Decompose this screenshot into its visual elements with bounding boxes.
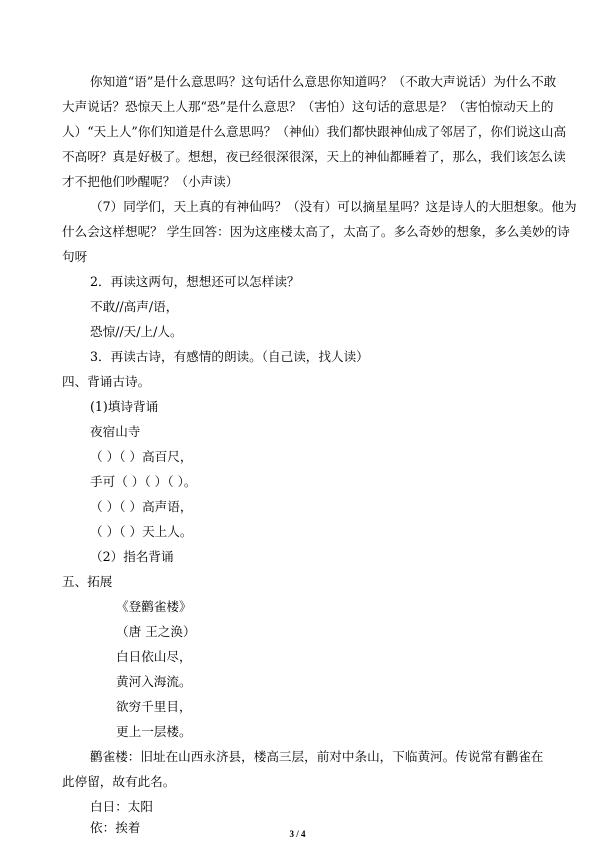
fill-blank-line-3: （ ）（ ）高声语， bbox=[90, 499, 193, 514]
step-3: 3．再读古诗，有感情的朗读。（自己读，找人读） bbox=[90, 349, 369, 364]
paragraph-1-line-2: 大声说话？恐惊天上人那“恐”是什么意思？（害怕）这句话的意思是？（害怕惊动天上的 bbox=[62, 99, 554, 114]
note-line-1: 鹳雀楼：旧址在山西永济县，楼高三层，前对中条山，下临黄河。传说常有鹳雀在 bbox=[90, 749, 544, 764]
section-5-heading: 五、拓展 bbox=[62, 574, 113, 589]
extension-poem-title: 《登鹳雀楼》 bbox=[116, 599, 192, 614]
page-number: 3 / 4 bbox=[289, 829, 306, 839]
sub-heading-2: （2）指名背诵 bbox=[90, 549, 174, 564]
paragraph-2-line-2: 什么会这样想呢？ 学生回答：因为这座楼太高了，太高了。多么奇妙的想象，多么美妙的诗 bbox=[62, 224, 570, 239]
extension-poem-line-3: 欲穷千里目， bbox=[116, 699, 192, 714]
section-4-heading: 四、背诵古诗。 bbox=[62, 374, 151, 389]
reading-line-2: 恐惊//天/上/人。 bbox=[90, 324, 183, 339]
fill-blank-line-2: 手可（ ）（ ）（ ）。 bbox=[90, 474, 197, 489]
step-2: 2．再读这两句，想想还可以怎样读？ bbox=[90, 274, 300, 289]
extension-poem-line-2: 黄河入海流。 bbox=[116, 674, 192, 689]
poem-title: 夜宿山寺 bbox=[90, 424, 141, 439]
fill-blank-line-4: （ ）（ ）天上人。 bbox=[90, 524, 193, 539]
sub-heading-1: (1)填诗背诵 bbox=[90, 399, 159, 414]
note-lean: 依：挨着 bbox=[90, 820, 141, 835]
paragraph-2-line-1: （7）同学们，天上真的有神仙吗？（没有）可以摘星星吗？这是诗人的大胆想象。他为 bbox=[90, 199, 577, 214]
extension-poem-line-1: 白日依山尽， bbox=[116, 649, 192, 664]
fill-blank-line-1: （ ）（ ）高百尺， bbox=[90, 449, 193, 464]
paragraph-1-line-3: 人）“天上人”你们知道是什么意思吗？（神仙）我们都快跟神仙成了邻居了，你们说这山高 bbox=[62, 124, 567, 139]
reading-line-1: 不敢//高声/语， bbox=[90, 299, 179, 314]
extension-poem-author: （唐 王之涣） bbox=[116, 624, 196, 639]
paragraph-2-line-3: 句呀 bbox=[62, 249, 88, 264]
paragraph-1-line-4: 不高呀？真是好极了。想想，夜已经很深很深，天上的神仙都睡着了，那么，我们该怎么读 bbox=[62, 149, 566, 164]
extension-poem-line-4: 更上一层楼。 bbox=[116, 724, 192, 739]
paragraph-1-line-1: 你知道“语”是什么意思吗？这句话什么意思你知道吗？（不敢大声说话）为什么不敢 bbox=[90, 74, 557, 89]
paragraph-1-line-5: 才不把他们吵醒呢？（小声读） bbox=[62, 174, 239, 189]
note-white-sun: 白日：太阳 bbox=[90, 799, 153, 814]
note-line-2: 此停留，故有此名。 bbox=[62, 774, 176, 789]
